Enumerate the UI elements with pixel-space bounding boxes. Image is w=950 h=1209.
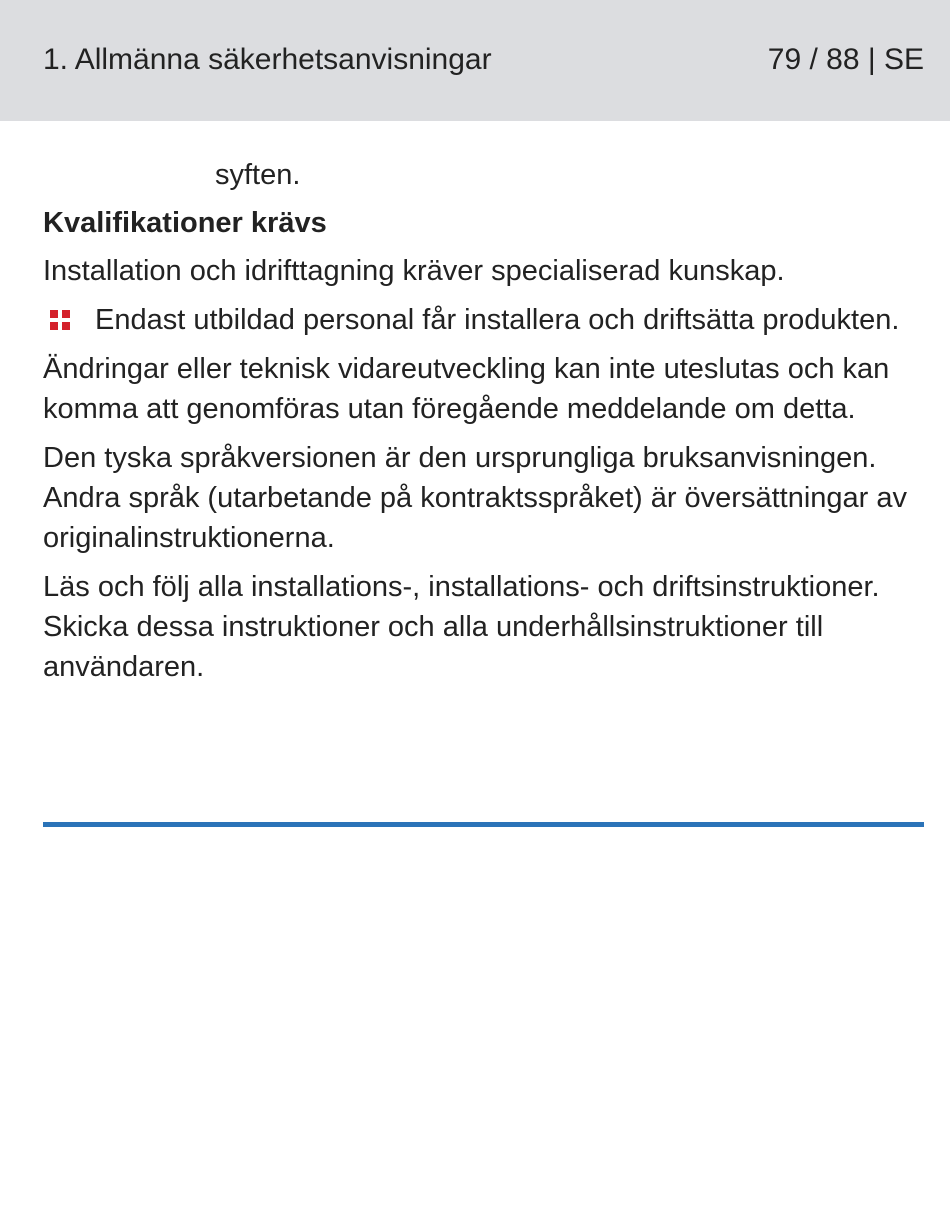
bullet-text: Endast utbildad personal får installera och driftsätta produkten. xyxy=(95,304,900,336)
red-square-grid-icon xyxy=(50,310,70,330)
section-heading: Kvalifikationer krävs xyxy=(43,207,327,239)
continuation-text: syften. xyxy=(215,159,301,191)
paragraph-changes: Ändringar eller teknisk vidareutveckling kan inte uteslutas och kan komma att genomföras utan föregående meddelande om detta. xyxy=(43,353,890,425)
page-indicator: 79 / 88 | SE xyxy=(767,43,924,76)
paragraph-language: Den tyska språkversionen är den ursprungliga bruksanvisningen. Andra språk (utarbetande på kontraktsspråket) är översättningar av originalinstruktionerna. xyxy=(43,442,908,554)
paragraph-instructions: Läs och följ alla installations-, installations- och driftsinstruktioner. Skicka dessa instruktioner och alla underhållsinstruktioner till användaren. xyxy=(43,571,880,683)
bullet-item xyxy=(43,300,924,340)
section-title: 1. Allmänna säkerhetsanvisningar xyxy=(43,43,492,76)
section-divider xyxy=(43,822,924,827)
page-header xyxy=(0,0,950,121)
intro-paragraph: Installation och idrifttagning kräver specialiserad kunskap. xyxy=(43,255,785,287)
document-body xyxy=(43,155,924,696)
